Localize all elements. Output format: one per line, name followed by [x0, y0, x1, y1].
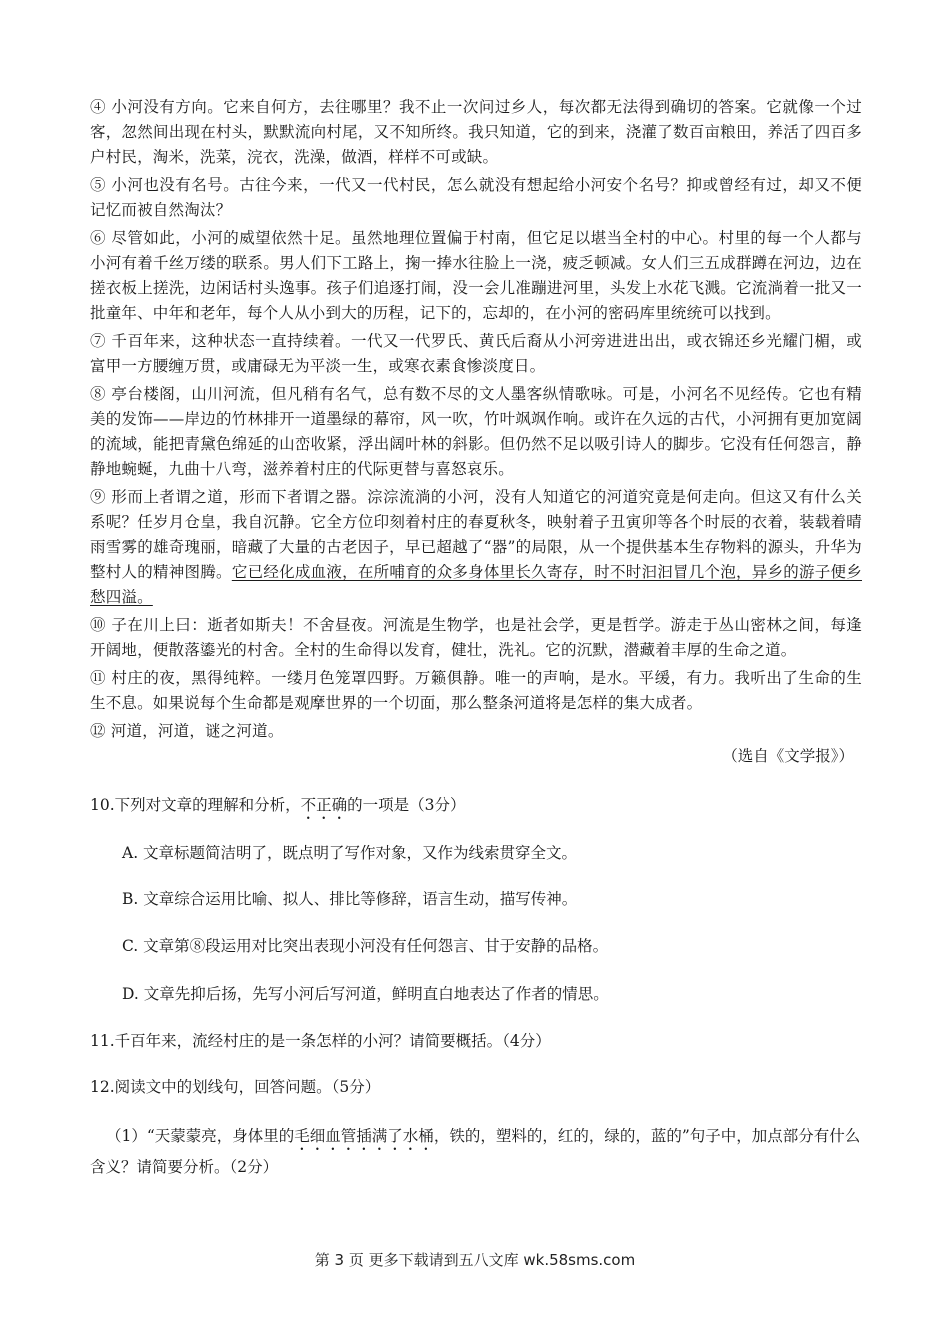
paragraph-7: ⑦ 千百年来，这种状态一直持续着。一代又一代罗氏、黄氏后裔从小河旁进进出出，或衣锦还乡光耀门楣，或富甲一方腰缠万贯，或庸碌无为平淡一生，或寒衣素食惨淡度日。	[90, 332, 862, 375]
reading-passage	[90, 95, 862, 747]
option-b: B. 文章综合运用比喻、拟人、排比等修辞，语言生动，描写传神。	[122, 890, 578, 908]
paragraph-6: ⑥ 尽管如此，小河的威望依然十足。虽然地理位置偏于村南，但它足以堪当全村的中心。村里的每一个人都与小河有着千丝万缕的联系。男人们下工路上，掬一捧水往脸上一浇，疲乏顿减。女人们三五成群蹲在河边，边在搓衣板上搓洗，边闲话村头逸事。孩子们追逐打闹，没一会儿准蹦进河里，头发上水花飞溅。它流淌着一批又一批童年、中年和老年，每个人从小到大的历程，记下的，忘却的，在小河的密码库里统统可以找到。	[90, 229, 862, 322]
paragraph-4: ④ 小河没有方向。它来自何方，去往哪里？我不止一次问过乡人，每次都无法得到确切的答案。它就像一个过客，忽然间出现在村头，默默流向村尾，又不知所终。我只知道，它的到来，浇灌了数百亩粮田，养活了四百多户村民，淘米，洗菜，浣衣，洗澡，做酒，样样不可或缺。	[90, 98, 862, 166]
option-c: C. 文章第⑧段运用对比突出表现小河没有任何怨言、甘于安静的品格。	[122, 937, 609, 955]
question-10	[90, 793, 466, 823]
question-12-1-emphasis: 毛细血管插满了水桶	[294, 1127, 434, 1145]
option-a: A. 文章标题简洁明了，既点明了写作对象，又作为线索贯穿全文。	[122, 844, 578, 862]
question-11: 11.千百年来，流经村庄的是一条怎样的小河？请简要概括。（4分）	[90, 1032, 551, 1050]
paragraph-11: ⑪ 村庄的夜，黑得纯粹。一缕月色笼罩四野。万籁俱静。唯一的声响，是水。平缓，有力。我听出了生命的生生不息。如果说每个生命都是观摩世界的一个切面，那么整条河道将是怎样的集大成者。	[90, 669, 862, 712]
paragraph-9-text: ⑨ 形而上者谓之道，形而下者谓之器。淙淙流淌的小河，没有人知道它的河道究竟是何走向。但这又有什么关系呢？任岁月仓皇，我自沉静。它全方位印刻着村庄的春夏秋冬，映射着子丑寅卯等各个时辰的衣着，装载着晴雨雪雾的雄奇瑰丽，暗藏了大量的古老因子，早已超越了“器”的局限，从一个提供基本生存物料的源头，升华为整村人的精神图腾。	[90, 488, 862, 581]
source-citation: （选自《文学报》）	[722, 747, 854, 765]
question-10-prefix: 10.下列对文章的理解和分析，	[90, 796, 301, 814]
question-12-1-suffix: ，铁的，塑料的，红的，绿的，蓝的”句子中，加点部分有什么含义？请简要分析。（2分）	[90, 1127, 861, 1176]
question-12-part-1	[90, 1123, 862, 1181]
question-10-emphasis: 不正确	[300, 796, 348, 814]
paragraph-8: ⑧ 亭台楼阁，山川河流，但凡稍有名气，总有数不尽的文人墨客纵情歌咏。可是，小河名不见经传。它也有精美的发饰——岸边的竹林排开一道墨绿的幕帘，风一吹，竹叶飒飒作响。或许在久远的古代，小河拥有更加宽阔的流域，能把青黛色绵延的山峦收紧，浮出阔叶林的斜影。但仍然不足以吸引诗人的脚步。它没有任何怨言，静静地蜿蜒，九曲十八弯，滋养着村庄的代际更替与喜怒哀乐。	[90, 385, 862, 478]
paragraph-12: ⑫ 河道，河道，谜之河道。	[90, 722, 284, 740]
paragraph-9	[90, 485, 862, 610]
page-footer: 第 3 页 更多下载请到五八文库 wk.58sms.com	[314, 1251, 636, 1269]
question-12-1-prefix: （1）“天蒙蒙亮，身体里的	[106, 1127, 295, 1145]
question-10-suffix: 的一项是（3分）	[347, 796, 466, 814]
paragraph-10: ⑩ 子在川上曰：逝者如斯夫！不舍昼夜。河流是生物学，也是社会学，更是哲学。游走于丛山密林之间，每逢开阔地，便散落鎏光的村舍。全村的生命得以发育，健壮，洗礼。它的沉默，潜藏着丰厚的生命之道。	[90, 616, 862, 659]
question-12: 12.阅读文中的划线句，回答问题。（5分）	[90, 1078, 381, 1096]
option-d: D. 文章先抑后扬，先写小河后写河道，鲜明直白地表达了作者的情思。	[122, 985, 609, 1003]
paragraph-5: ⑤ 小河也没有名号。古往今来，一代又一代村民，怎么就没有想起给小河安个名号？抑或曾经有过，却又不便记忆而被自然淘汰？	[90, 176, 862, 219]
underlined-sentence: 它已经化成血液，在所哺育的众多身体里长久寄存，时不时汩汩冒几个泡，异乡的游子便乡愁四溢。	[90, 563, 862, 606]
